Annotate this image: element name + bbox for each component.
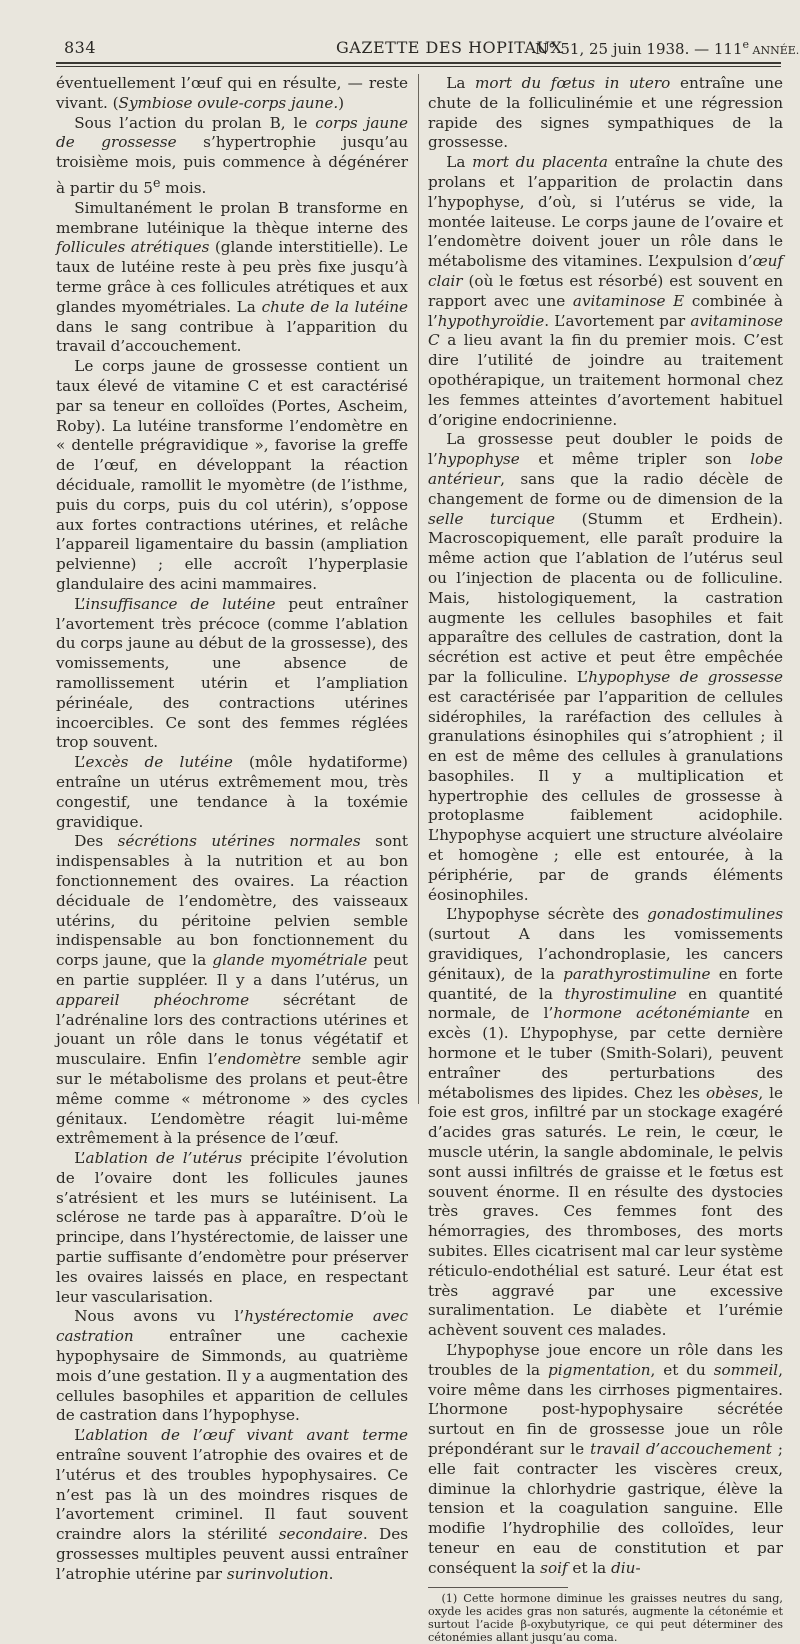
paragraph-l2: Sous l’action du prolan B, le corps jaune de grossesse s’hypertrophie jusqu’au troisième mois, puis commence à dégénérer à partir du 5e mois. [56, 113, 408, 198]
page-header [0, 0, 800, 70]
paragraph-r5: L’hypophyse joue encore un rôle dans les troubles de la pigmentation, et du sommeil, voire même dans les cirrhoses pigmentaires. L’hormone post-hypophysaire sécrétée surtout en fin de grossesse joue un rôle prépondérant sur le travail d’accouchement ; elle fait contracter les viscères creux, diminue la chlorhydrie gastrique, élève la tension et la coagulation sanguine. Elle modifie l’hydrophilie des colloïdes, leur teneur en eau de constitution et par conséquent la soif et la diu- [428, 1341, 783, 1577]
paragraph-l9: Nous avons vu l’hystérectomie avec castration entraîner une cachexie hypophysaire de Simmonds, au quatrième mois d’une gestation. Il y a augmentation des cellules basophiles et apparition de cellules de castration dans l’hypophyse. [56, 1307, 408, 1425]
issue-year-label: ANNÉE. [749, 44, 800, 57]
right-paragraphs [428, 74, 783, 1579]
paragraph-l5: L’insuffisance de lutéine peut entraîner l’avortement très précoce (comme l’ablation du corps jaune au début de la grossesse), des vomissements, une absence de ramollissement utérin et l’ampliation périnéale, des contractions utérines incoercibles. Ce sont des femmes réglées trop souvent. [56, 594, 408, 752]
paragraph-l10: L’ablation de l’œuf vivant avant terme entraîne souvent l’atrophie des ovaires et de l’utérus et des troubles hypophysaires. Ce n’est pas là un des moindres risques de l’avortement criminel. Il faut souvent craindre alors la stérilité secondaire. Des grossesses multiples peuvent aussi entraîner l’atrophie utérine par surinvolution. [56, 1426, 408, 1583]
paragraph-r3: La grossesse peut doubler le poids de l’hypophyse et même tripler son lobe antérieur, sans que la radio décèle de changement de forme ou de dimension de la selle turcique (Stumm et Erdhein). Macroscopiquement, elle paraît produire la même action que l’ablation de l’utérus seul ou l’injection de placenta ou de folliculine. Mais, histologiquement, la castration augmente les cellules basophiles et fait apparaître des cellules de castration, dont la sécrétion est active et peut être empêchée par la folliculine. L’hypophyse de grossesse est caractérisée par l’apparition de cellules sidérophiles, la raréfaction des cellules à granulations ésinophiles qui s’atrophient ; il en est de même des cellules à granulations basophiles. Il y a multiplication et hypertrophie des cellules de grossesse à protoplasme faiblement acidophile. L’hypophyse acquiert une structure alvéolaire et homogène ; elle est entourée, à la périphérie, par de grands éléments éosinophiles. [428, 430, 783, 904]
page-number: 834 [64, 38, 97, 57]
issue-text: N° 51, 25 juin 1938. — 111 [535, 40, 743, 58]
footnote: (1) Cette hormone diminue les graisses neutres du sang, oxyde les acides gras non saturés, augmente la cétonémie et surtout l’acide β-oxybutyrique, ce qui peut déterminer des cétonémies allant jusqu’au coma. [428, 1591, 783, 1644]
publication-title: GAZETTE DES HOPITAUX [336, 38, 563, 57]
issue-ordinal: e [742, 38, 750, 51]
paragraph-l6: L’excès de lutéine (môle hydatiforme) entraîne un utérus extrêmement mou, très congestif, une tendance à la toxémie gravidique. [56, 753, 408, 831]
paragraph-l3: Simultanément le prolan B transforme en membrane lutéinique la thèque interne des follicules atrétiques (glande interstitielle). Le taux de lutéine reste à peu près fixe jusqu’à terme grâce à ces follicules atrétiques et aux glandes myométriales. La chute de la lutéine dans le sang contribue à l’apparition du travail d’accouchement. [56, 198, 408, 356]
paragraph-l4: Le corps jaune de grossesse contient un taux élevé de vitamine C et est caractérisé par sa teneur en colloïdes (Portes, Ascheim, Roby). La lutéine transforme l’endomètre en « dentelle prégravidique », favorise la greffe de l’œuf, en développant la réaction déciduale, ramollit le myomètre (de l’isthme, puis du corps, puis du col utérin), s’oppose aux fortes contractions utérines, et relâche l’appareil ligamentaire du bassin (ampliation pelvienne) ; elle accroît l’hyperplasie glandulaire des acini mammaires. [56, 357, 408, 593]
paragraph-r4: L’hypophyse sécrète des gonadostimulines (surtout A dans les vomissements gravidiques, l’achondroplasie, les cancers génitaux), de la parathyrostimuline en forte quantité, de la thyrostimuline en quantité normale, de l’hormone acétonémiante en excès (1). L’hypophyse, par cette dernière hormone et le tuber (Smith-Solari), peuvent entraîner des perturbations des métabolismes des lipides. Chez les obèses, le foie est gros, infiltré par un stockage exagéré d’acides gras saturés. Le rein, le cœur, le muscle utérin, la sangle abdominale, le pelvis sont aussi infiltrés de graisse et le fœtus est souvent énorme. Il en résulte des dystocies très graves. Ces femmes font des hémorragies, des thromboses, des morts subites. Elles cicatrisent mal car leur système réticulo-endothélial est saturé. Leur état est très aggravé par une excessive suralimentation. Le diabète et l’urémie achèvent souvent ces malades. [428, 905, 783, 1340]
right-column [428, 74, 783, 1644]
column-divider [418, 74, 419, 1104]
issue-info [535, 38, 799, 58]
paragraph-r2: La mort du placenta entraîne la chute des prolans et l’apparition de prolactin dans l’hypophyse, d’où, si l’utérus se vide, la montée laiteuse. Le corps jaune de l’ovaire et l’endomètre doivent jouer un rôle dans le métabolisme des vitamines. L’expulsion d’œuf clair (où le fœtus est résorbé) est souvent en rapport avec une avitaminose E combinée à l’hypothyroïdie. L’avortement par avitaminose C a lieu avant la fin du premier mois. C’est dire l’utilité de joindre au traitement opothérapique, un traitement hormonal chez les femmes atteintes d’avortement habituel d’origine endocrinienne. [428, 153, 784, 429]
paragraph-l8: L’ablation de l’utérus précipite l’évolution de l’ovaire dont les follicules jaunes s’atrésient et les murs se lutéinisent. La sclérose ne tarde pas à apparaître. D’où le principe, dans l’hystérectomie, de laisser une partie suffisante d’endomètre pour préserver les ovaires laissés en place, en respectant leur vascularisation. [56, 1149, 408, 1306]
paragraph-r1: La mort du fœtus in utero entraîne une chute de la folliculinémie et une régression rapide des signes sympathiques de la grossesse. [428, 74, 783, 152]
footnote-rule [428, 1587, 568, 1588]
header-rule-thin [56, 66, 781, 67]
paragraph-l7: Des sécrétions utérines normales sont indispensables à la nutrition et au bon fonctionnement des ovaires. La réaction déciduale de l’endomètre, des vaisseaux utérins, du péritoine pelvien semble indispensable au bon fonctionnement du corps jaune, que la glande myométriale peut en partie suppléer. Il y a dans l’utérus, un appareil phéochrome sécrétant de l’adrénaline lors des contractions utérines et jouant un rôle dans le tonus végétatif et musculaire. Enfin l’endomètre semble agir sur le métabolisme des prolans et peut-être même comme « métronome » des cycles génitaux. L’endomètre réagit lui-même extrêmement à la présence de l’œuf. [56, 832, 408, 1148]
header-rule-thick [56, 62, 781, 64]
paragraph-l1: éventuellement l’œuf qui en résulte, — reste vivant. (Symbiose ovule-corps jaune.) [56, 74, 408, 112]
left-column [56, 74, 408, 1585]
